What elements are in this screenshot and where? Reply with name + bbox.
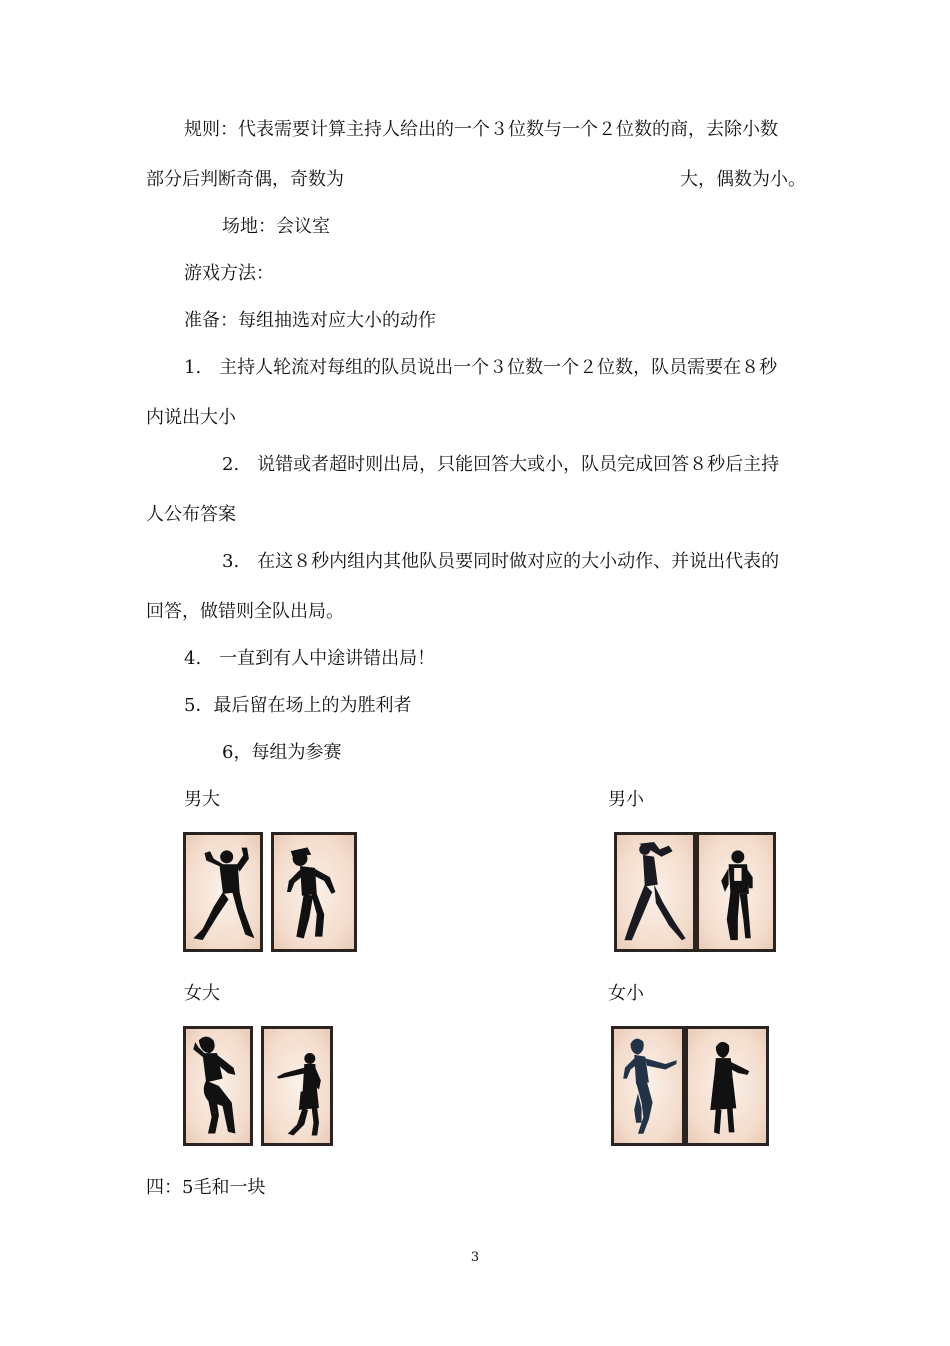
dancer-silhouette-icon xyxy=(274,835,354,949)
caption-female-small: 女小 xyxy=(608,983,644,1004)
female-small-photos xyxy=(611,1026,769,1146)
step-1-line-b: 内说出大小 xyxy=(146,407,236,428)
female-small-silhouette-1 xyxy=(611,1026,685,1146)
rule-line-1: 规则：代表需要计算主持人给出的一个３位数与一个２位数的商，去除小数 xyxy=(184,119,778,140)
section-four-heading: 四：5毛和一块 xyxy=(146,1177,266,1198)
dancer-silhouette-icon xyxy=(186,1029,250,1143)
rule-line-2a: 部分后判断奇偶，奇数为 xyxy=(146,169,344,190)
step-6-line: 6，每组为参赛 xyxy=(222,742,342,763)
female-big-photos xyxy=(183,1026,333,1146)
step-3-line-a: 3. 在这８秒内组内其他队员要同时做对应的大小动作、并说出代表的 xyxy=(222,551,780,572)
dancer-silhouette-icon xyxy=(699,835,773,949)
step-2-line-b: 人公布答案 xyxy=(146,504,236,525)
step-5-line: 5．最后留在场上的为胜利者 xyxy=(184,695,412,716)
male-small-photos xyxy=(614,832,776,952)
rule-line-2b: 大，偶数为小。 xyxy=(680,169,806,190)
method-heading: 游戏方法： xyxy=(184,263,274,284)
dancer-silhouette-icon xyxy=(186,835,260,949)
female-big-silhouette-2 xyxy=(261,1026,333,1146)
dancer-silhouette-icon xyxy=(264,1029,330,1143)
venue-line: 场地：会议室 xyxy=(222,216,330,237)
caption-female-big: 女大 xyxy=(184,983,220,1004)
dancer-silhouette-icon xyxy=(688,1029,766,1143)
male-big-silhouette-2 xyxy=(271,832,357,952)
step-2-line-a: 2. 说错或者超时则出局，只能回答大或小，队员完成回答８秒后主持 xyxy=(222,454,780,475)
page-number: 3 xyxy=(470,1250,480,1265)
step-3-line-b: 回答，做错则全队出局。 xyxy=(146,601,344,622)
male-big-photos xyxy=(183,832,357,952)
dancer-silhouette-icon xyxy=(614,1029,682,1143)
prep-line: 准备：每组抽选对应大小的动作 xyxy=(184,310,436,331)
step-1-line-a: 1. 主持人轮流对每组的队员说出一个３位数一个２位数，队员需要在８秒 xyxy=(184,357,778,378)
female-big-silhouette-1 xyxy=(183,1026,253,1146)
female-small-silhouette-2 xyxy=(685,1026,769,1146)
dancer-silhouette-icon xyxy=(617,835,693,949)
male-small-silhouette-1 xyxy=(614,832,696,952)
caption-male-big: 男大 xyxy=(184,789,220,810)
step-4-line: 4. 一直到有人中途讲错出局！ xyxy=(184,648,436,669)
male-small-silhouette-2 xyxy=(696,832,776,952)
male-big-silhouette-1 xyxy=(183,832,263,952)
caption-male-small: 男小 xyxy=(608,789,644,810)
